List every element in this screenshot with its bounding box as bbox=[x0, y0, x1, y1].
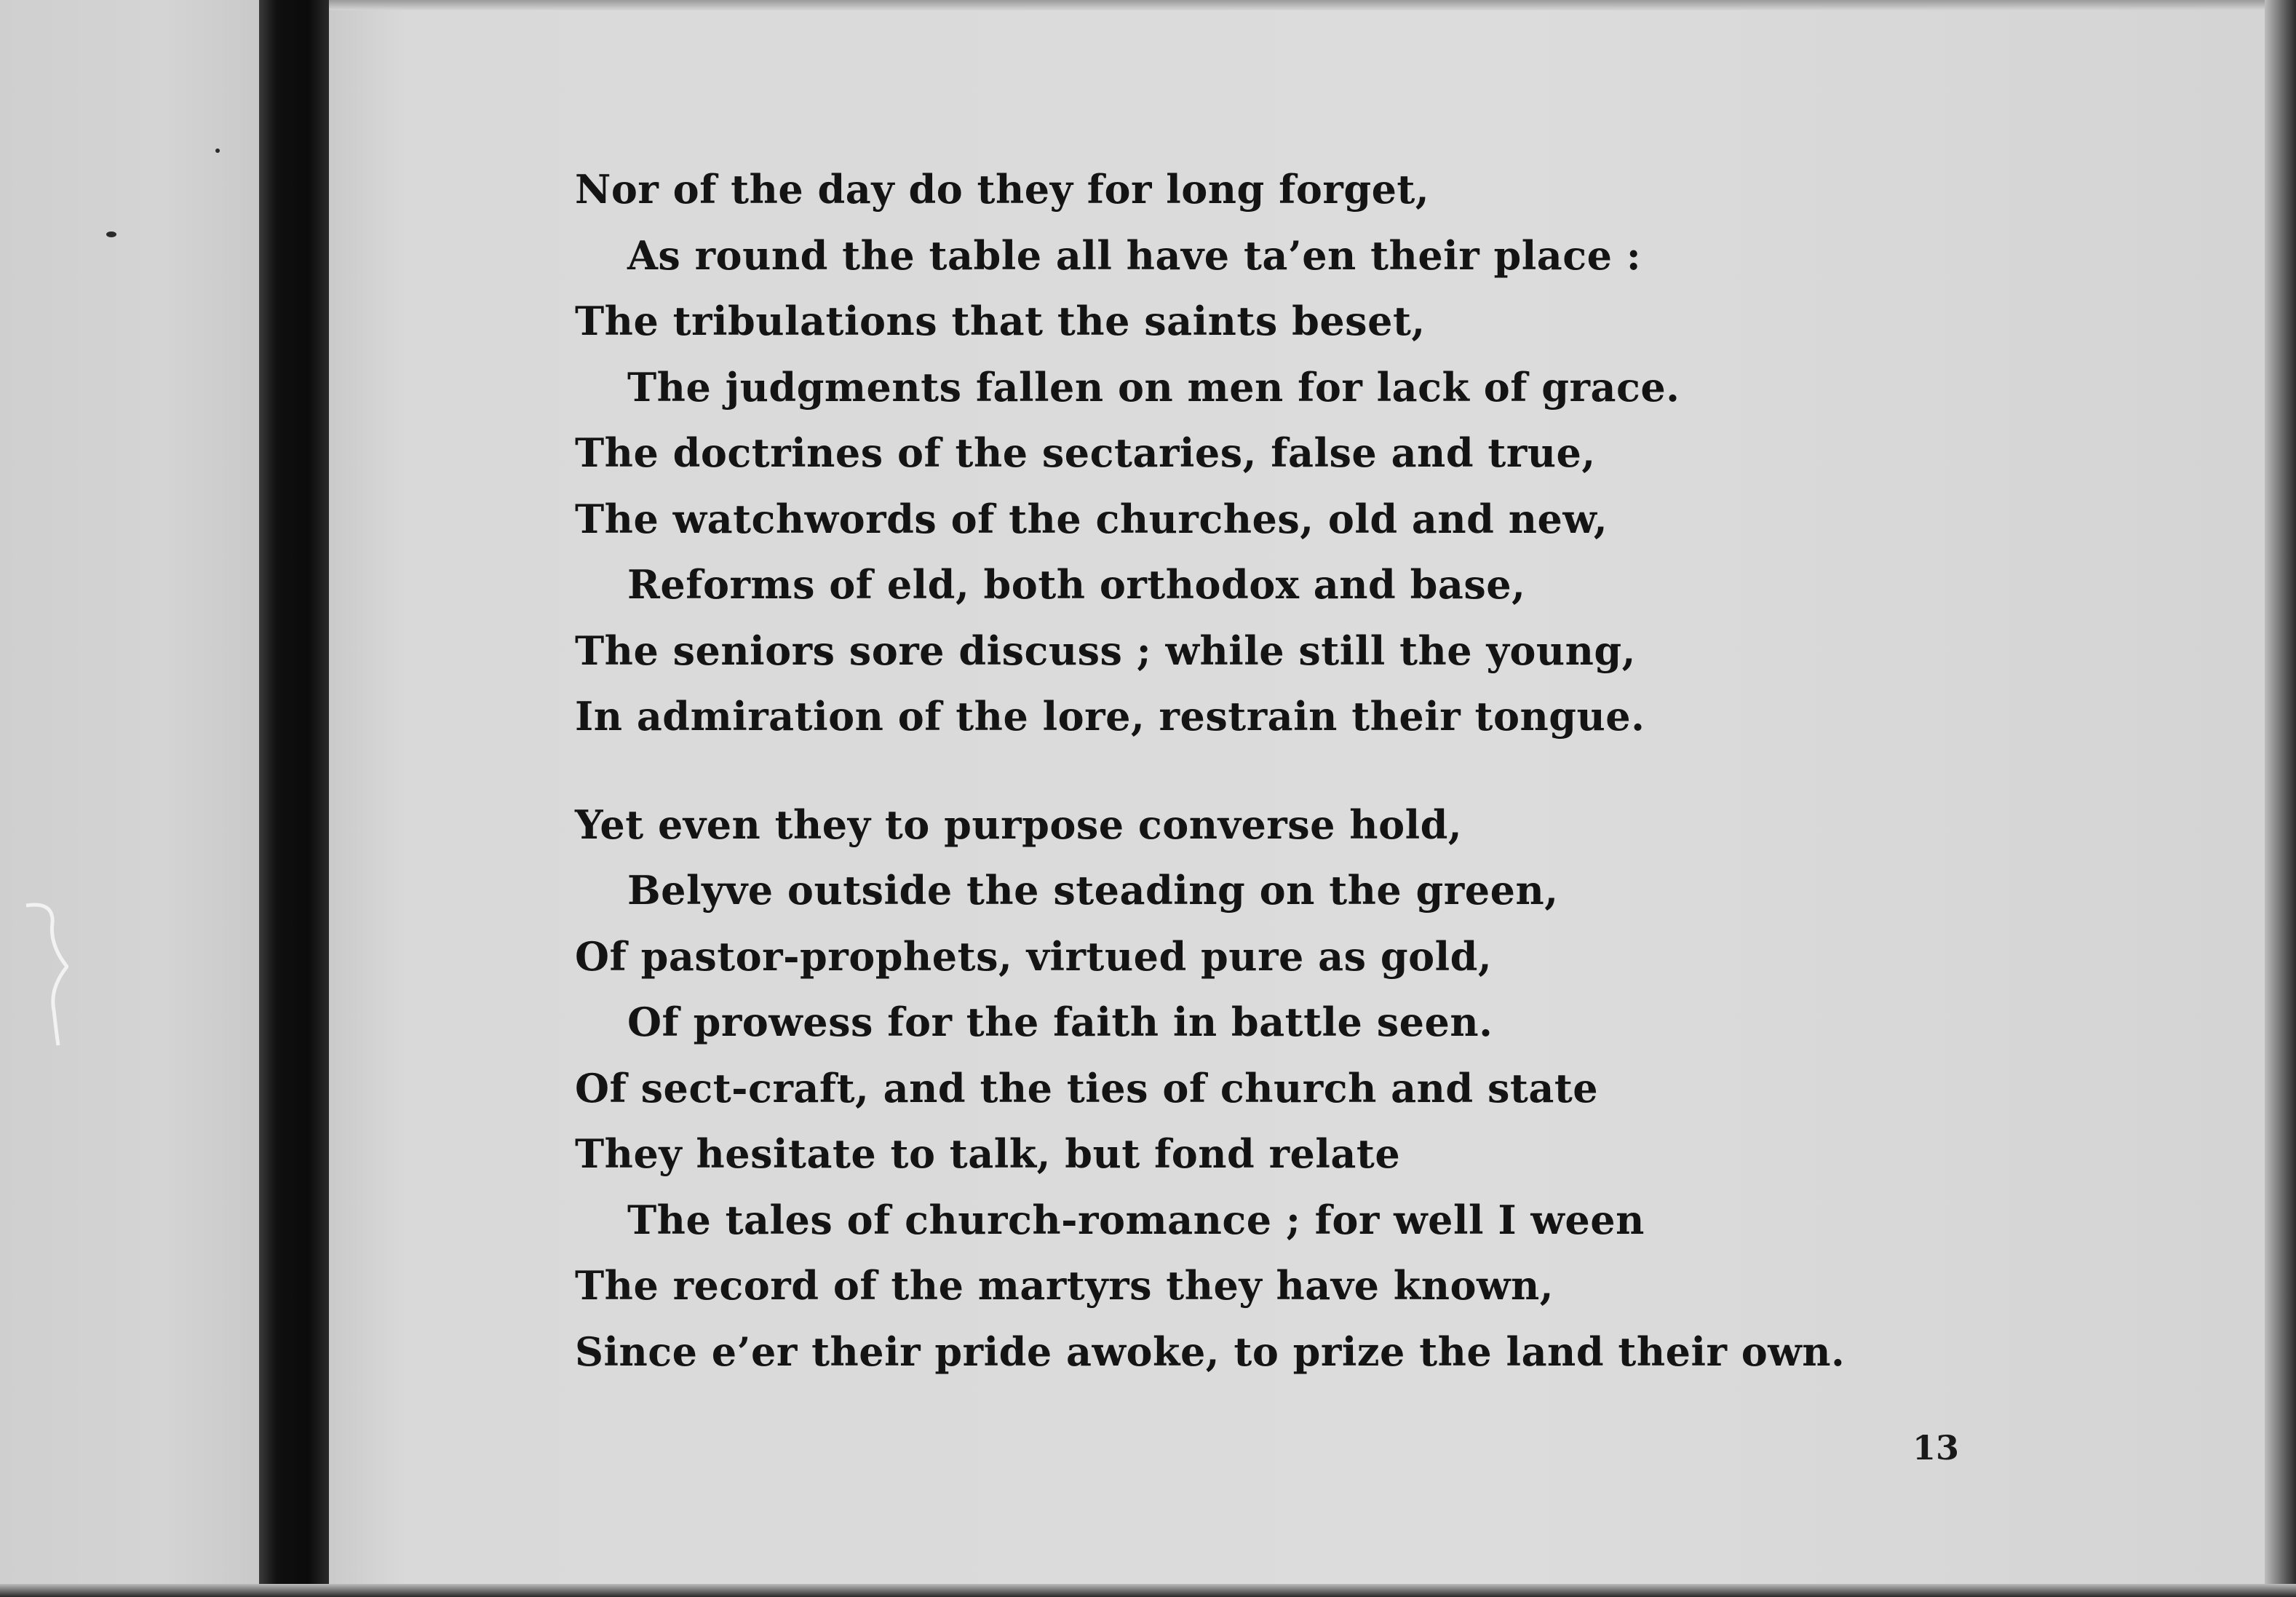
margin-bracket-mark bbox=[25, 901, 68, 1047]
stanza bbox=[575, 792, 2249, 1385]
poem-line: In admiration of the lore, restrain their tongue. bbox=[575, 693, 1645, 740]
page-number: 13 bbox=[1912, 1428, 1960, 1467]
poem-line: The tales of church-romance ; for well I ween bbox=[627, 1196, 1645, 1243]
poem-line: Belyve outside the steading on the green, bbox=[627, 867, 1559, 914]
poem-line: The record of the martyrs they have known, bbox=[575, 1262, 1554, 1309]
poem-line: They hesitate to talk, but fond relate bbox=[575, 1130, 1401, 1177]
page-bottom-edge bbox=[0, 1584, 2296, 1597]
poem-line: Of prowess for the faith in battle seen. bbox=[627, 999, 1493, 1045]
poem-line: Reforms of eld, both orthodox and base, bbox=[627, 561, 1526, 608]
poem-line: The judgments fallen on men for lack of grace. bbox=[627, 363, 1680, 411]
poem-line: Of pastor-prophets, virtued pure as gold, bbox=[575, 932, 1493, 980]
poem-line: Yet even they to purpose converse hold, bbox=[575, 801, 1463, 848]
poem-line: As round the table all have ta’en their place : bbox=[627, 231, 1642, 279]
page-top-edge bbox=[329, 0, 2265, 10]
poem-line: Since e’er their pride awoke, to prize the land their own. bbox=[575, 1328, 1846, 1375]
page-right-edge bbox=[2265, 0, 2296, 1597]
dust-speck bbox=[106, 231, 116, 237]
poem-line: The seniors sore discuss ; while still the young, bbox=[575, 627, 1636, 674]
dust-speck bbox=[215, 148, 220, 153]
poem-line: Of sect-craft, and the ties of church and state bbox=[575, 1064, 1599, 1111]
poem-line: The watchwords of the churches, old and new, bbox=[575, 495, 1608, 542]
poem-text bbox=[575, 156, 2249, 1384]
book-gutter bbox=[259, 0, 329, 1597]
poem-line: The doctrines of the sectaries, false and true, bbox=[575, 429, 1596, 476]
poem-line: Nor of the day do they for long forget, bbox=[575, 166, 1430, 213]
poem-line: The tribulations that the saints beset, bbox=[575, 298, 1426, 344]
facing-page-edge bbox=[0, 0, 271, 1597]
stanza bbox=[575, 156, 2249, 750]
